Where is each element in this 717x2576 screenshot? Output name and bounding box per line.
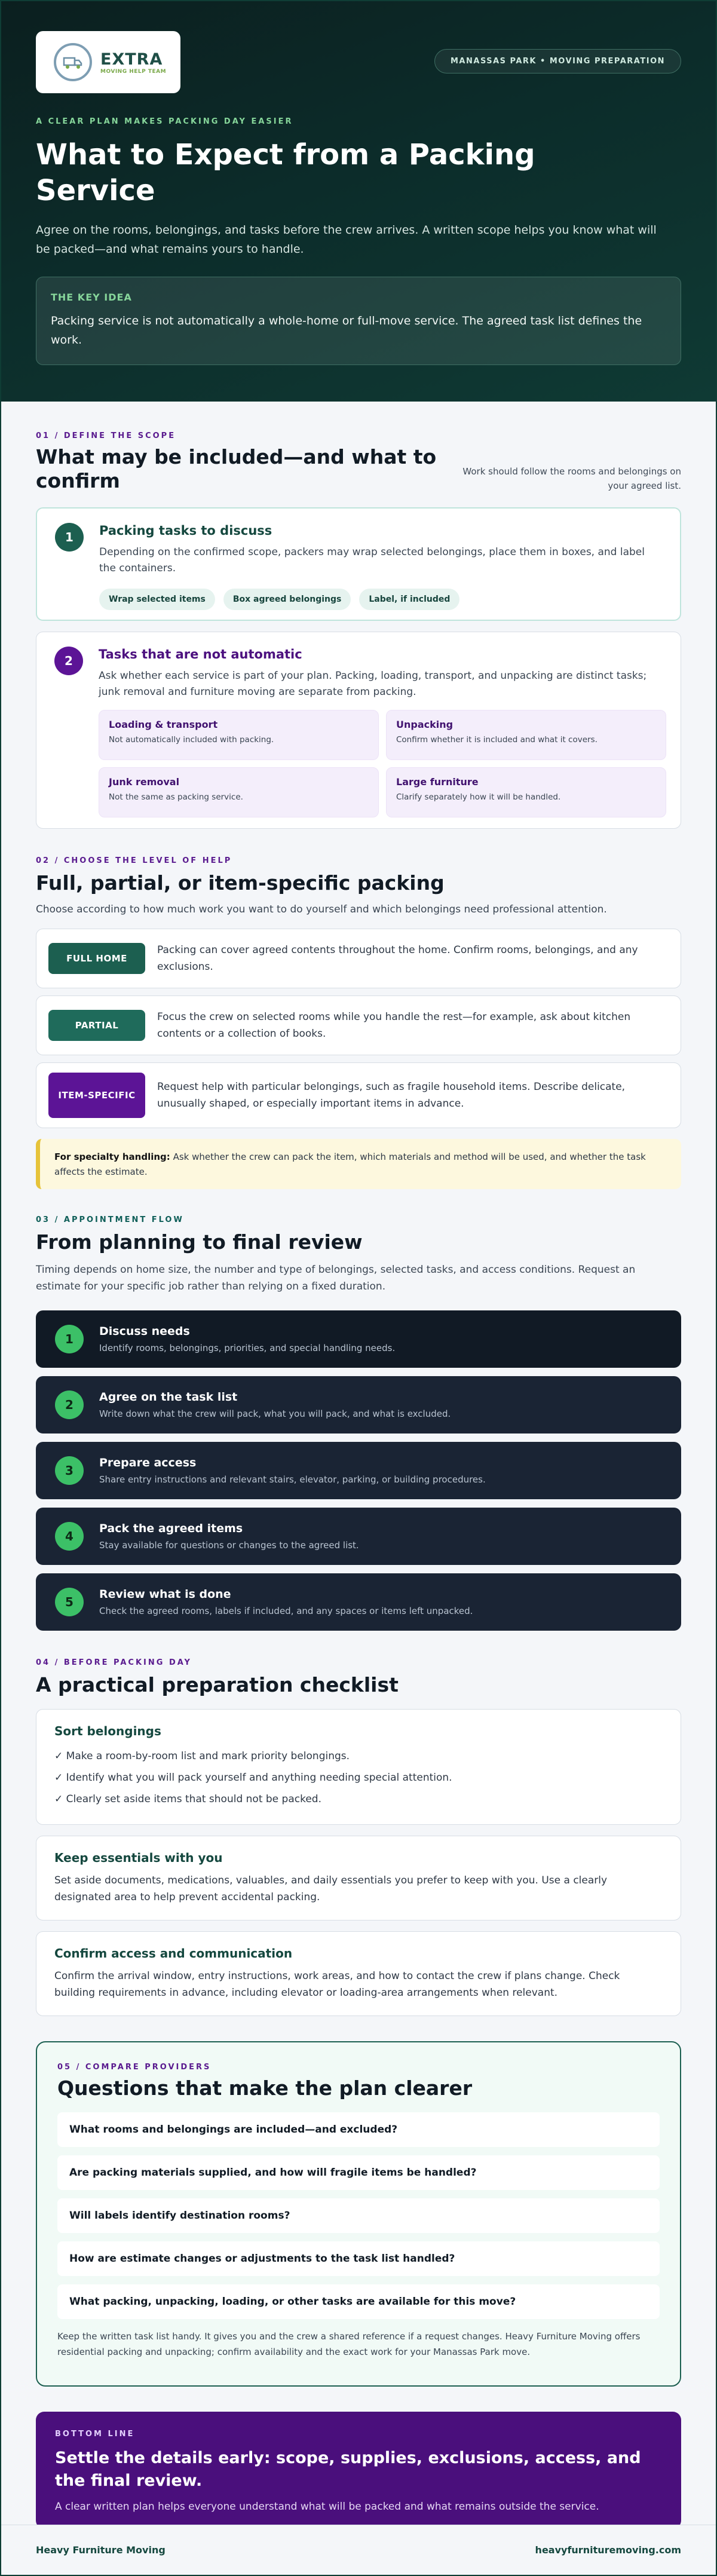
bottom-title: Settle the details early: scope, supplies, exclusions, access, and the final review. [55,2449,641,2490]
section-title: What may be included—and what to confirm [36,445,437,492]
chip: Box agreed belongings [223,589,351,610]
checklist-item: ✓ Make a room-by-room list and mark priority belongings. [54,1750,350,1762]
card-text: Ask whether each service is part of your plan. Packing, loading, transport, and unpacking are distinct tasks; junk removal and furniture moving are separate from packing. [99,670,647,698]
logo-text [100,50,166,75]
question-item: Are packing materials supplied, and how will fragile items be handled? [57,2155,660,2190]
step-content [99,1456,486,1485]
exclusion-text: Confirm whether it is included and what it covers. [396,735,598,745]
step-title: Agree on the task list [99,1390,238,1404]
section-note: Work should follow the rooms and belongings on your agreed list. [462,466,681,491]
essentials-card [36,1836,681,1920]
step-title: Discuss needs [99,1325,190,1338]
chip: Wrap selected items [99,589,215,610]
step-content [99,1390,451,1419]
section-title: A practical preparation checklist [36,1673,399,1696]
logo-brand: EXTRA [100,50,163,69]
exclusion-grid [99,710,666,817]
card-text: Confirm the arrival window, entry instructions, work areas, and how to contact the crew if plans change. Check building requirements in advance, including elevator or loading-area arrangements when relevant. [54,1970,620,1999]
page-footer [1,2525,716,2575]
section-eyebrow: 05 / COMPARE PROVIDERS [57,2063,212,2072]
step-number: 3 [55,1456,84,1485]
section-define-scope [36,402,681,829]
chip: Label, if included [359,589,459,610]
card-title: Confirm access and communication [54,1946,293,1961]
exclusion-title: Loading & transport [109,719,218,730]
page-title: What to Expect from a Packing Service [36,138,535,207]
top-bar [36,31,681,93]
callout-label: For specialty handling: [54,1151,170,1162]
packing-tasks-card [36,507,681,621]
level-text: Packing can cover agreed contents throughout the home. Confirm rooms, belongings, and any exclusions. [157,944,638,973]
level-badge: ITEM-SPECIFIC [48,1073,145,1118]
section-footnote: Keep the written task list handy. It gives you and the crew a shared reference if a request changes. Heavy Furniture Moving offers residential packing and unpacking; confirm availability and the exact work for your Manassas Park move. [57,2331,641,2357]
hero-header [1,1,716,402]
step-description: Identify rooms, belongings, priorities, and special handling needs. [99,1343,396,1353]
section-lead: Timing depends on home size, the number and type of belongings, selected tasks, and access conditions. Request an estimate for your specific job rather than relying on a fixed duration. [36,1264,636,1292]
section-eyebrow: 01 / DEFINE THE SCOPE [36,431,176,440]
task-chips [99,589,662,610]
level-badge: PARTIAL [48,1010,145,1041]
section-appointment-flow [36,1189,681,1631]
exclusion-item [99,767,379,817]
level-text: Focus the crew on selected rooms while you handle the rest—for example, ask about kitchen contents or a collection of books. [157,1011,631,1040]
card-title: Tasks that are not automatic [99,647,302,661]
not-automatic-card [36,632,681,829]
key-idea-box [36,277,681,365]
level-partial [36,996,681,1055]
footer-website-link[interactable]: heavyfurnituremoving.com [535,2544,681,2556]
step-content [99,1522,359,1551]
step-title: Prepare access [99,1456,197,1469]
location-pill: MANASSAS PARK • MOVING PREPARATION [434,49,681,73]
hero-lead: Agree on the rooms, belongings, and tasks before the crew arrives. A written scope helps you know what will be packed—and what remains yours to handle. [36,223,657,256]
section-eyebrow: 04 / BEFORE PACKING DAY [36,1658,192,1667]
card-content [99,523,662,605]
step-content [99,1325,395,1353]
question-item: Will labels identify destination rooms? [57,2198,660,2233]
flow-step [36,1508,681,1565]
section-title: Full, partial, or item-specific packing [36,871,445,895]
exclusion-title: Junk removal [109,776,180,788]
section-title: Questions that make the plan clearer [57,2076,473,2100]
section-lead: Choose according to how much work you want to do yourself and which belongings need professional attention. [36,903,607,915]
flow-step [36,1376,681,1434]
exclusion-text: Clarify separately how it will be handled. [396,792,561,802]
step-number: 1 [55,1325,84,1353]
step-description: Write down what the crew will pack, what you will pack, and what is excluded. [99,1408,451,1419]
step-title: Review what is done [99,1588,231,1601]
section-level-of-help [36,829,681,1189]
card-text: Set aside documents, medications, valuables, and daily essentials you prefer to keep with you. Use a clearly designated area to help prevent accidental packing. [54,1874,608,1903]
level-item-specific [36,1062,681,1128]
bottom-eyebrow: BOTTOM LINE [55,2430,135,2439]
step-title: Pack the agreed items [99,1522,243,1535]
step-content [99,1588,473,1616]
logo-subtitle: MOVING HELP TEAM [100,68,167,75]
key-idea-title: THE KEY IDEA [51,292,132,303]
section-preparation-checklist [36,1631,681,2016]
exclusion-title: Large furniture [396,776,479,788]
sort-belongings-card [36,1709,681,1825]
section-eyebrow: 02 / CHOOSE THE LEVEL OF HELP [36,856,232,865]
step-number: 2 [55,1390,84,1419]
step-description: Stay available for questions or changes to the agreed list. [99,1540,359,1551]
level-text: Request help with particular belongings, such as fragile household items. Describe delicate, unusually shaped, or especially important items in advance. [157,1081,626,1110]
card-title: Keep essentials with you [54,1851,223,1865]
question-item: What packing, unpacking, loading, or other tasks are available for this move? [57,2284,660,2319]
card-text: Depending on the confirmed scope, packers may wrap selected belongings, place them in boxes, and label the containers. [99,546,645,574]
section-eyebrow: 03 / APPOINTMENT FLOW [36,1215,184,1224]
checklist [54,1745,663,1810]
exclusion-text: Not automatically included with packing. [109,735,274,745]
exclusion-title: Unpacking [396,719,454,730]
section-compare-providers [36,2041,681,2387]
question-item: How are estimate changes or adjustments to the task list handled? [57,2241,660,2276]
truck-logo-icon [54,43,92,81]
footer-company: Heavy Furniture Moving [36,2544,166,2556]
section-head [36,445,681,493]
checklist-item: ✓ Clearly set aside items that should not be packed. [54,1793,321,1805]
flow-step [36,1442,681,1499]
card-title: Sort belongings [54,1724,161,1738]
card-title: Packing tasks to discuss [99,523,272,538]
card-content [99,647,666,814]
main-content [1,402,716,2529]
bottom-text: A clear written plan helps everyone understand what will be packed and what remains outside the service. [55,2501,599,2513]
key-idea-text: Packing service is not automatically a whole-home or full-move service. The agreed task list defines the work. [51,314,642,347]
level-badge: FULL HOME [48,943,145,974]
exclusion-item [99,710,379,760]
logo[interactable] [36,31,180,93]
flow-step [36,1310,681,1368]
step-description: Share entry instructions and relevant stairs, elevator, parking, or building procedures. [99,1474,486,1485]
hero-eyebrow: A CLEAR PLAN MAKES PACKING DAY EASIER [36,117,293,126]
specialty-callout [36,1139,681,1189]
exclusion-item [386,767,666,817]
exclusion-text: Not the same as packing service. [109,792,243,802]
callout-text: Ask whether the crew can pack the item, which materials and method will be used, and whether the task affects the estimate. [54,1151,646,1177]
level-full-home [36,929,681,988]
flow-step [36,1573,681,1631]
question-item: What rooms and belongings are included—and excluded? [57,2112,660,2147]
access-card [36,1931,681,2016]
step-number: 5 [55,1588,84,1616]
step-number-badge: 1 [55,523,84,552]
step-description: Check the agreed rooms, labels if included, and any spaces or items left unpacked. [99,1606,473,1616]
step-number-badge: 2 [54,647,83,675]
exclusion-item [386,710,666,760]
bottom-line-banner [36,2412,681,2529]
section-title: From planning to final review [36,1230,363,1254]
step-number: 4 [55,1522,84,1551]
checklist-item: ✓ Identify what you will pack yourself and anything needing special attention. [54,1772,452,1784]
